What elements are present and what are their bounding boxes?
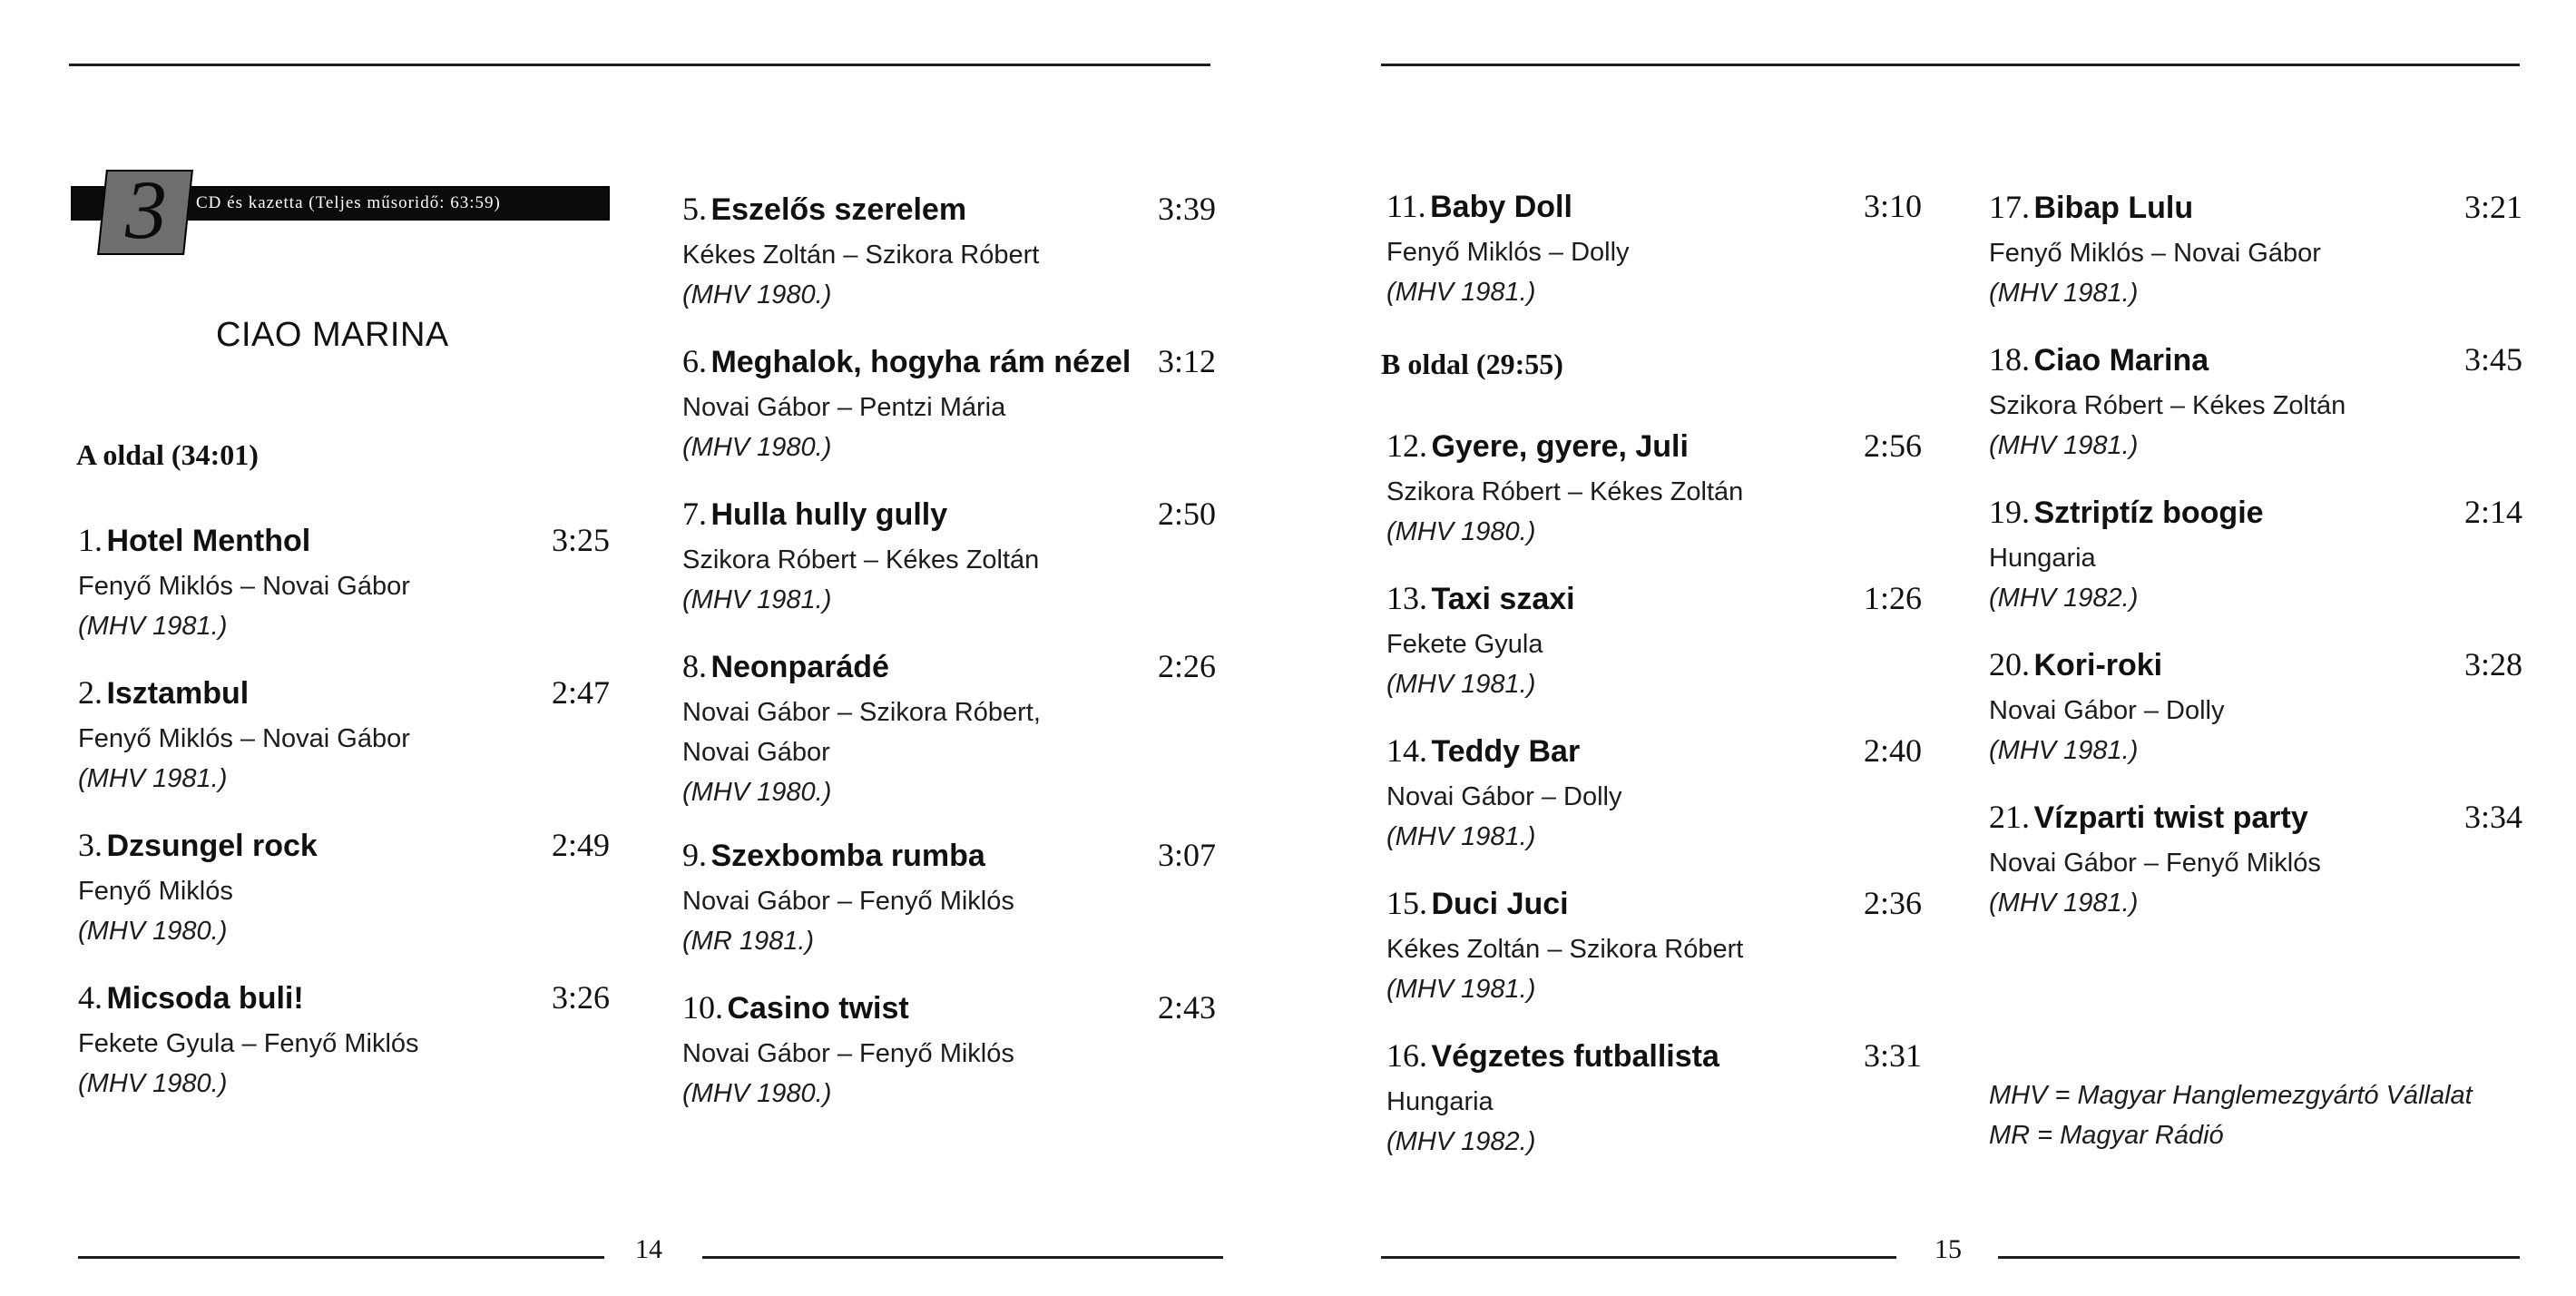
track-title-line <box>1386 579 1922 624</box>
track-label: (MHV 1980.) <box>682 280 832 309</box>
track-title: Bibap Lulu <box>2033 191 2194 225</box>
track-duration: 3:12 <box>1157 343 1216 379</box>
track-number: 7. <box>682 496 707 532</box>
track-title: Kori-roki <box>2033 648 2163 682</box>
track-credits: Fekete Gyula <box>1386 630 1543 659</box>
track-item <box>1386 884 1922 1036</box>
track-title-line <box>682 836 1216 881</box>
track-number: 13. <box>1386 580 1427 616</box>
track-label: (MHV 1981.) <box>1386 822 1536 851</box>
track-label: (MHV 1980.) <box>78 1069 228 1098</box>
track-title: Eszelős szerelem <box>710 192 967 227</box>
track-credits: Fekete Gyula – Fenyő Miklós <box>78 1029 419 1058</box>
track-title: Isztambul <box>106 676 250 711</box>
track-title: Ciao Marina <box>2033 343 2209 378</box>
track-title-line <box>78 521 610 566</box>
track-title-line <box>1386 884 1922 929</box>
track-duration: 3:39 <box>1157 191 1216 227</box>
bottom-rule-right <box>702 1256 1223 1259</box>
track-title-line <box>78 673 610 719</box>
track-number: 3. <box>78 827 103 863</box>
track-duration: 3:21 <box>2463 189 2522 225</box>
track-title-line <box>1386 731 1922 777</box>
track-number: 9. <box>682 837 707 873</box>
track-duration: 3:07 <box>1157 837 1216 873</box>
track-credits: Novai Gábor – Pentzi Mária <box>682 393 1006 422</box>
track-list-column-a <box>78 521 610 1131</box>
track-number: 5. <box>682 191 707 227</box>
track-credits: Fenyő Miklós <box>78 877 233 906</box>
track-credits: Fenyő Miklós – Novai Gábor <box>78 724 410 753</box>
track-item <box>1386 1036 1922 1189</box>
track-title: Gyere, gyere, Juli <box>1431 429 1689 464</box>
cd-header <box>71 163 606 256</box>
track-title-line <box>682 988 1216 1034</box>
right-page <box>1288 0 2576 1296</box>
track-label: (MHV 1980.) <box>682 433 832 462</box>
track-label: (MHV 1980.) <box>682 1079 832 1108</box>
track-credits: Novai Gábor – Szikora Róbert, <box>682 698 1041 727</box>
track-item <box>682 988 1216 1141</box>
track-item <box>682 495 1216 647</box>
track-item <box>1386 579 1922 731</box>
track-title-line <box>1989 493 2522 538</box>
track-number: 14. <box>1386 732 1427 769</box>
track-duration: 3:10 <box>1863 188 1922 224</box>
track-number: 17. <box>1989 189 2030 225</box>
track-duration: 2:43 <box>1157 989 1216 1026</box>
track-item <box>78 978 610 1131</box>
track-title: Sztriptíz boogie <box>2033 496 2264 530</box>
track-label: (MHV 1982.) <box>1989 584 2139 613</box>
track-list-column-c-side-b <box>1386 427 1922 1189</box>
track-list-column-b <box>682 190 1216 1141</box>
track-title-line <box>1386 1036 1922 1082</box>
track-title: Dzsungel rock <box>106 829 318 863</box>
track-number: 4. <box>78 979 103 1016</box>
track-label: (MHV 1981.) <box>1386 278 1536 307</box>
track-title: Vízparti twist party <box>2033 800 2308 835</box>
track-credits: Szikora Róbert – Kékes Zoltán <box>1989 391 2346 420</box>
track-credits: Hungaria <box>1989 544 2096 573</box>
track-number: 10. <box>682 989 723 1026</box>
track-title: Micsoda buli! <box>106 981 304 1016</box>
track-item <box>1989 188 2522 340</box>
track-item <box>78 673 610 826</box>
page-number: 15 <box>1934 1234 1962 1264</box>
track-item <box>78 826 610 978</box>
track-item <box>1386 187 1922 339</box>
album-title: CIAO MARINA <box>216 316 449 354</box>
track-number: 8. <box>682 648 707 684</box>
track-credits: Fenyő Miklós – Dolly <box>1386 238 1630 267</box>
track-title: Taxi szaxi <box>1431 582 1575 616</box>
track-item <box>682 342 1216 495</box>
track-title-line <box>1989 798 2522 843</box>
track-item <box>1989 340 2522 493</box>
track-duration: 2:40 <box>1863 732 1922 769</box>
track-title-line <box>682 190 1216 235</box>
track-number: 20. <box>1989 646 2030 682</box>
track-title: Neonparádé <box>710 650 889 684</box>
track-label: (MHV 1981.) <box>1386 670 1536 699</box>
track-label: (MHV 1981.) <box>1989 736 2139 765</box>
cd-header-text: CD és kazetta (Teljes műsoridő: 63:59) <box>196 193 501 212</box>
track-title-line <box>1989 188 2522 233</box>
track-duration: 2:50 <box>1157 496 1216 532</box>
bottom-rule-left <box>1381 1256 1896 1259</box>
track-credits: Fenyő Miklós – Novai Gábor <box>1989 239 2321 268</box>
track-title-line <box>1386 427 1922 472</box>
track-duration: 2:26 <box>1157 648 1216 684</box>
track-title-line <box>1989 340 2522 386</box>
track-list-column-d <box>1989 188 2522 950</box>
track-duration: 3:31 <box>1863 1037 1922 1074</box>
bottom-rule-left <box>78 1256 604 1259</box>
track-label: (MHV 1981.) <box>1989 431 2139 460</box>
page-number: 14 <box>635 1234 662 1264</box>
track-item <box>1989 798 2522 950</box>
footnote-mhv: MHV = Magyar Hanglemezgyártó Vállalat <box>1989 1081 2473 1110</box>
track-title: Duci Juci <box>1431 887 1569 921</box>
track-number: 11. <box>1386 188 1426 224</box>
side-b-heading: B oldal (29:55) <box>1381 348 1563 380</box>
track-item <box>682 647 1216 836</box>
track-duration: 3:45 <box>2463 341 2522 378</box>
track-label: (MHV 1981.) <box>1386 975 1536 1004</box>
track-credits: Szikora Róbert – Kékes Zoltán <box>1386 477 1744 506</box>
track-item <box>1989 645 2522 798</box>
track-title: Meghalok, hogyha rám nézel <box>710 345 1131 379</box>
track-number: 18. <box>1989 341 2030 378</box>
track-title: Casino twist <box>727 991 909 1026</box>
track-credits: Novai Gábor – Dolly <box>1386 782 1622 811</box>
footnote-mr: MR = Magyar Rádió <box>1989 1121 2224 1150</box>
track-duration: 3:25 <box>551 522 610 558</box>
track-label: (MHV 1980.) <box>682 778 832 807</box>
track-title: Szexbomba rumba <box>710 839 985 873</box>
track-number: 15. <box>1386 885 1427 921</box>
track-label: (MHV 1981.) <box>78 764 228 793</box>
top-rule <box>1381 64 2520 66</box>
track-item <box>78 521 610 673</box>
track-item <box>1386 731 1922 884</box>
track-title: Baby Doll <box>1430 190 1572 224</box>
track-duration: 3:28 <box>2463 646 2522 682</box>
track-title: Végzetes futballista <box>1431 1039 1719 1074</box>
track-duration: 2:49 <box>551 827 610 863</box>
track-title-line <box>1386 187 1922 232</box>
track-item <box>1386 427 1922 579</box>
track-number: 1. <box>78 522 103 558</box>
track-title-line <box>78 978 610 1024</box>
track-credits: Novai Gábor – Dolly <box>1989 696 2225 725</box>
bottom-rule-right <box>1998 1256 2520 1259</box>
track-credits: Novai Gábor <box>682 738 830 767</box>
top-rule <box>69 64 1210 66</box>
track-title: Hulla hully gully <box>710 497 948 532</box>
track-duration: 2:56 <box>1863 427 1922 464</box>
track-duration: 3:34 <box>2463 799 2522 835</box>
track-duration: 2:47 <box>551 674 610 711</box>
track-number: 19. <box>1989 494 2030 530</box>
track-credits: Fenyő Miklós – Novai Gábor <box>78 572 410 601</box>
track-number: 21. <box>1989 799 2030 835</box>
track-duration: 2:36 <box>1863 885 1922 921</box>
cd-number: 3 <box>125 163 167 256</box>
track-title-line <box>682 495 1216 540</box>
track-credits: Novai Gábor – Fenyő Miklós <box>682 887 1014 916</box>
track-credits: Szikora Róbert – Kékes Zoltán <box>682 545 1040 574</box>
track-title-line <box>682 647 1216 692</box>
track-list-column-c <box>1386 187 1922 339</box>
track-title-line <box>682 342 1216 388</box>
track-label: (MHV 1981.) <box>1989 889 2139 918</box>
track-item <box>682 190 1216 342</box>
track-credits: Novai Gábor – Fenyő Miklós <box>1989 849 2321 878</box>
track-credits: Kékes Zoltán – Szikora Róbert <box>1386 935 1744 964</box>
track-duration: 1:26 <box>1863 580 1922 616</box>
track-duration: 3:26 <box>551 979 610 1016</box>
track-label: (MHV 1981.) <box>682 585 832 614</box>
track-number: 16. <box>1386 1037 1427 1074</box>
track-item <box>1989 493 2522 645</box>
track-credits: Novai Gábor – Fenyő Miklós <box>682 1039 1014 1068</box>
footnotes <box>1989 1075 2473 1155</box>
track-label: (MHV 1981.) <box>1989 279 2139 308</box>
track-title: Hotel Menthol <box>106 524 311 558</box>
track-title-line <box>1989 645 2522 691</box>
track-credits: Kékes Zoltán – Szikora Róbert <box>682 241 1040 270</box>
track-label: (MHV 1981.) <box>78 612 228 641</box>
track-number: 2. <box>78 674 103 711</box>
track-credits: Hungaria <box>1386 1087 1494 1116</box>
side-a-heading: A oldal (34:01) <box>76 438 259 471</box>
track-duration: 2:14 <box>2463 494 2522 530</box>
track-label: (MHV 1982.) <box>1386 1127 1536 1156</box>
track-label: (MR 1981.) <box>682 927 815 956</box>
track-label: (MHV 1980.) <box>78 917 228 946</box>
track-label: (MHV 1980.) <box>1386 517 1536 546</box>
track-item <box>682 836 1216 988</box>
track-title-line <box>78 826 610 871</box>
track-title: Teddy Bar <box>1431 734 1581 769</box>
track-number: 6. <box>682 343 707 379</box>
track-number: 12. <box>1386 427 1427 464</box>
